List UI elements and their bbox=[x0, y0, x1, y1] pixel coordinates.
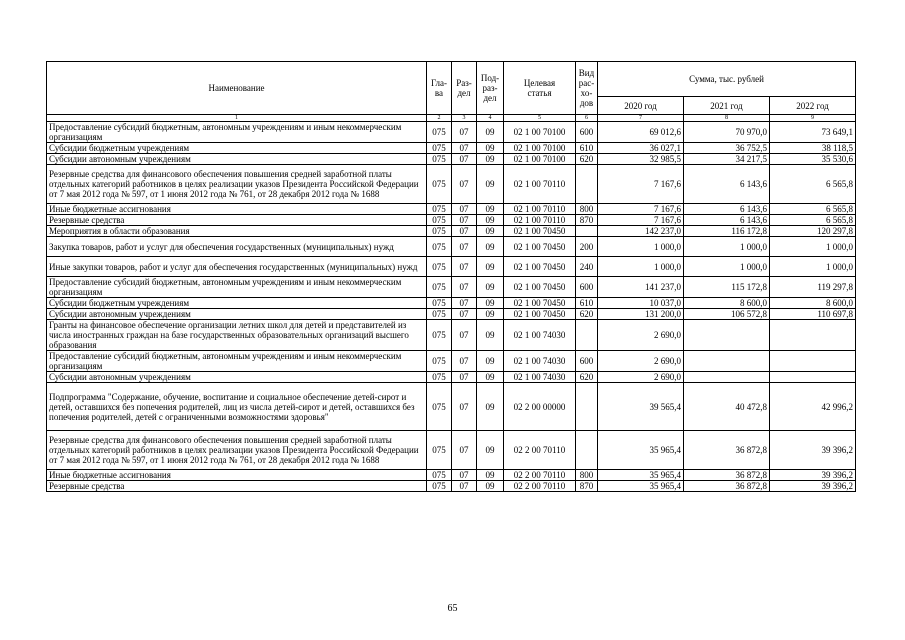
row-name: Иные бюджетные ассигнования bbox=[47, 204, 427, 215]
row-target: 02 1 00 70450 bbox=[504, 226, 576, 237]
column-number: 2 bbox=[427, 115, 452, 122]
table-row bbox=[47, 143, 856, 154]
row-razdel: 07 bbox=[452, 277, 477, 298]
row-glava: 075 bbox=[427, 470, 452, 481]
row-razdel: 07 bbox=[452, 320, 477, 351]
row-value-2021: 36 872,8 bbox=[684, 470, 770, 481]
row-glava: 075 bbox=[427, 122, 452, 143]
header-name: Наименование bbox=[47, 62, 427, 115]
row-value-2022: 119 297,8 bbox=[770, 277, 856, 298]
row-name: Субсидии автономным учреждениям bbox=[47, 372, 427, 383]
table-row bbox=[47, 470, 856, 481]
row-value-2021: 40 472,8 bbox=[684, 383, 770, 431]
row-vid bbox=[576, 226, 598, 237]
row-value-2021: 6 143,6 bbox=[684, 165, 770, 204]
row-vid: 600 bbox=[576, 122, 598, 143]
row-podrazdel: 09 bbox=[477, 320, 504, 351]
row-value-2022: 120 297,8 bbox=[770, 226, 856, 237]
row-name: Предоставление субсидий бюджетным, автономным учреждениям и иным некоммерческим организациям bbox=[47, 122, 427, 143]
row-value-2022: 110 697,8 bbox=[770, 309, 856, 320]
row-name: Гранты на финансовое обеспечение организации летних школ для детей и представителей из числа иностранных граждан на базе государственных образовательных организаций высшего образования bbox=[47, 320, 427, 351]
row-value-2021: 1 000,0 bbox=[684, 237, 770, 257]
row-value-2022 bbox=[770, 320, 856, 351]
row-podrazdel: 09 bbox=[477, 122, 504, 143]
row-podrazdel: 09 bbox=[477, 143, 504, 154]
row-razdel: 07 bbox=[452, 470, 477, 481]
row-value-2022: 39 396,2 bbox=[770, 470, 856, 481]
row-razdel: 07 bbox=[452, 431, 477, 470]
table-row bbox=[47, 431, 856, 470]
row-razdel: 07 bbox=[452, 204, 477, 215]
row-name: Подпрограмма "Содержание, обучение, воспитание и социальное обеспечение детей-сирот и детей, оставшихся без попечения родителей, лиц из числа детей-сирот и детей, оставшихся без попечения родителей, детей с ограниченными возможностями здоровья" bbox=[47, 383, 427, 431]
row-glava: 075 bbox=[427, 143, 452, 154]
row-vid: 800 bbox=[576, 470, 598, 481]
row-podrazdel: 09 bbox=[477, 298, 504, 309]
table-row bbox=[47, 154, 856, 165]
row-glava: 075 bbox=[427, 298, 452, 309]
row-razdel: 07 bbox=[452, 122, 477, 143]
row-target: 02 2 00 70110 bbox=[504, 481, 576, 492]
row-value-2022: 35 530,6 bbox=[770, 154, 856, 165]
row-vid: 610 bbox=[576, 143, 598, 154]
table-row bbox=[47, 298, 856, 309]
header-year-2022: 2022 год bbox=[770, 97, 856, 115]
row-value-2020: 35 965,4 bbox=[598, 470, 684, 481]
header-vid: Вид рас- хо- дов bbox=[576, 62, 598, 115]
row-target: 02 1 00 70100 bbox=[504, 143, 576, 154]
row-value-2022: 39 396,2 bbox=[770, 481, 856, 492]
row-glava: 075 bbox=[427, 204, 452, 215]
row-vid bbox=[576, 383, 598, 431]
row-value-2021: 8 600,0 bbox=[684, 298, 770, 309]
row-value-2020: 1 000,0 bbox=[598, 237, 684, 257]
row-value-2021 bbox=[684, 320, 770, 351]
table-body bbox=[47, 122, 856, 492]
row-podrazdel: 09 bbox=[477, 372, 504, 383]
row-glava: 075 bbox=[427, 226, 452, 237]
row-value-2020: 131 200,0 bbox=[598, 309, 684, 320]
row-glava: 075 bbox=[427, 215, 452, 226]
row-value-2021: 1 000,0 bbox=[684, 257, 770, 277]
row-value-2022: 1 000,0 bbox=[770, 257, 856, 277]
row-razdel: 07 bbox=[452, 298, 477, 309]
row-value-2021: 70 970,0 bbox=[684, 122, 770, 143]
table-row bbox=[47, 165, 856, 204]
row-value-2020: 1 000,0 bbox=[598, 257, 684, 277]
row-razdel: 07 bbox=[452, 165, 477, 204]
row-value-2021: 6 143,6 bbox=[684, 204, 770, 215]
row-value-2020: 7 167,6 bbox=[598, 204, 684, 215]
row-glava: 075 bbox=[427, 257, 452, 277]
row-razdel: 07 bbox=[452, 309, 477, 320]
row-value-2022 bbox=[770, 372, 856, 383]
row-podrazdel: 09 bbox=[477, 215, 504, 226]
row-value-2020: 142 237,0 bbox=[598, 226, 684, 237]
column-number-row bbox=[47, 115, 856, 122]
column-number: 6 bbox=[576, 115, 598, 122]
table-row bbox=[47, 226, 856, 237]
row-podrazdel: 09 bbox=[477, 257, 504, 277]
row-vid: 240 bbox=[576, 257, 598, 277]
row-value-2022: 39 396,2 bbox=[770, 431, 856, 470]
row-vid: 200 bbox=[576, 237, 598, 257]
row-podrazdel: 09 bbox=[477, 154, 504, 165]
row-vid bbox=[576, 165, 598, 204]
row-podrazdel: 09 bbox=[477, 204, 504, 215]
row-razdel: 07 bbox=[452, 226, 477, 237]
row-podrazdel: 09 bbox=[477, 383, 504, 431]
budget-table bbox=[46, 61, 856, 492]
table-row bbox=[47, 372, 856, 383]
row-razdel: 07 bbox=[452, 372, 477, 383]
row-name: Субсидии бюджетным учреждениям bbox=[47, 298, 427, 309]
row-razdel: 07 bbox=[452, 257, 477, 277]
row-target: 02 1 00 74030 bbox=[504, 320, 576, 351]
row-value-2020: 2 690,0 bbox=[598, 372, 684, 383]
row-value-2020: 7 167,6 bbox=[598, 165, 684, 204]
row-value-2022: 73 649,1 bbox=[770, 122, 856, 143]
row-vid: 870 bbox=[576, 481, 598, 492]
page-number: 65 bbox=[447, 603, 458, 614]
column-number: 1 bbox=[47, 115, 427, 122]
row-vid bbox=[576, 431, 598, 470]
column-number: 7 bbox=[598, 115, 684, 122]
header-glava: Гла- ва bbox=[427, 62, 452, 115]
row-target: 02 1 00 70100 bbox=[504, 122, 576, 143]
row-target: 02 1 00 70450 bbox=[504, 257, 576, 277]
row-value-2020: 35 965,4 bbox=[598, 431, 684, 470]
row-value-2022: 6 565,8 bbox=[770, 204, 856, 215]
row-podrazdel: 09 bbox=[477, 237, 504, 257]
row-name: Предоставление субсидий бюджетным, автономным учреждениям и иным некоммерческим организациям bbox=[47, 351, 427, 372]
row-name: Субсидии бюджетным учреждениям bbox=[47, 143, 427, 154]
row-razdel: 07 bbox=[452, 237, 477, 257]
row-value-2022: 8 600,0 bbox=[770, 298, 856, 309]
row-podrazdel: 09 bbox=[477, 309, 504, 320]
row-name: Предоставление субсидий бюджетным, автономным учреждениям и иным некоммерческим организациям bbox=[47, 277, 427, 298]
row-vid: 600 bbox=[576, 277, 598, 298]
header-razdel: Раз- дел bbox=[452, 62, 477, 115]
row-target: 02 2 00 70110 bbox=[504, 470, 576, 481]
row-glava: 075 bbox=[427, 277, 452, 298]
row-glava: 075 bbox=[427, 481, 452, 492]
row-target: 02 1 00 70110 bbox=[504, 165, 576, 204]
row-value-2022 bbox=[770, 351, 856, 372]
row-value-2020: 35 965,4 bbox=[598, 481, 684, 492]
table-row bbox=[47, 309, 856, 320]
column-number: 5 bbox=[504, 115, 576, 122]
row-vid: 600 bbox=[576, 351, 598, 372]
table-row bbox=[47, 351, 856, 372]
row-glava: 075 bbox=[427, 165, 452, 204]
row-glava: 075 bbox=[427, 351, 452, 372]
row-target: 02 1 00 70110 bbox=[504, 204, 576, 215]
row-value-2021: 36 872,8 bbox=[684, 431, 770, 470]
row-vid: 610 bbox=[576, 298, 598, 309]
row-podrazdel: 09 bbox=[477, 351, 504, 372]
row-glava: 075 bbox=[427, 237, 452, 257]
row-value-2021: 116 172,8 bbox=[684, 226, 770, 237]
row-value-2021: 106 572,8 bbox=[684, 309, 770, 320]
row-podrazdel: 09 bbox=[477, 277, 504, 298]
row-glava: 075 bbox=[427, 372, 452, 383]
row-value-2022: 42 996,2 bbox=[770, 383, 856, 431]
row-glava: 075 bbox=[427, 154, 452, 165]
table-row bbox=[47, 320, 856, 351]
row-name: Мероприятия в области образования bbox=[47, 226, 427, 237]
row-target: 02 1 00 70450 bbox=[504, 298, 576, 309]
row-podrazdel: 09 bbox=[477, 165, 504, 204]
row-target: 02 1 00 70450 bbox=[504, 277, 576, 298]
row-value-2020: 32 985,5 bbox=[598, 154, 684, 165]
row-razdel: 07 bbox=[452, 154, 477, 165]
row-target: 02 1 00 74030 bbox=[504, 351, 576, 372]
row-value-2022: 38 118,5 bbox=[770, 143, 856, 154]
row-value-2020: 2 690,0 bbox=[598, 351, 684, 372]
header-year-2020: 2020 год bbox=[598, 97, 684, 115]
row-vid: 620 bbox=[576, 154, 598, 165]
row-value-2020: 36 027,1 bbox=[598, 143, 684, 154]
row-value-2022: 1 000,0 bbox=[770, 237, 856, 257]
row-vid: 620 bbox=[576, 309, 598, 320]
row-target: 02 2 00 00000 bbox=[504, 383, 576, 431]
row-target: 02 1 00 70100 bbox=[504, 154, 576, 165]
row-razdel: 07 bbox=[452, 215, 477, 226]
row-name: Субсидии автономным учреждениям bbox=[47, 309, 427, 320]
table-row bbox=[47, 215, 856, 226]
row-name: Субсидии автономным учреждениям bbox=[47, 154, 427, 165]
row-name: Резервные средства для финансового обеспечения повышения средней заработной платы отдельных категорий работников в целях реализации указов Президента Российской Федерации от 7 мая 2012 года № 597, от 1 июня 2012 года № 761, от 28 декабря 2012 года № 1688 bbox=[47, 165, 427, 204]
row-razdel: 07 bbox=[452, 481, 477, 492]
row-razdel: 07 bbox=[452, 383, 477, 431]
row-value-2020: 2 690,0 bbox=[598, 320, 684, 351]
header-sum: Сумма, тыс. рублей bbox=[598, 62, 856, 97]
row-value-2021: 6 143,6 bbox=[684, 215, 770, 226]
row-glava: 075 bbox=[427, 320, 452, 351]
row-value-2020: 141 237,0 bbox=[598, 277, 684, 298]
column-number: 3 bbox=[452, 115, 477, 122]
table-row bbox=[47, 277, 856, 298]
row-vid: 800 bbox=[576, 204, 598, 215]
table-row bbox=[47, 204, 856, 215]
row-target: 02 1 00 70450 bbox=[504, 309, 576, 320]
row-vid bbox=[576, 320, 598, 351]
row-name: Иные бюджетные ассигнования bbox=[47, 470, 427, 481]
row-value-2020: 10 037,0 bbox=[598, 298, 684, 309]
row-name: Закупка товаров, работ и услуг для обеспечения государственных (муниципальных) нужд bbox=[47, 237, 427, 257]
table-row bbox=[47, 237, 856, 257]
row-value-2021 bbox=[684, 372, 770, 383]
row-vid: 870 bbox=[576, 215, 598, 226]
column-number: 4 bbox=[477, 115, 504, 122]
row-target: 02 2 00 70110 bbox=[504, 431, 576, 470]
row-podrazdel: 09 bbox=[477, 226, 504, 237]
row-vid: 620 bbox=[576, 372, 598, 383]
row-value-2021: 36 872,8 bbox=[684, 481, 770, 492]
row-glava: 075 bbox=[427, 383, 452, 431]
row-glava: 075 bbox=[427, 309, 452, 320]
row-value-2020: 39 565,4 bbox=[598, 383, 684, 431]
row-value-2021: 34 217,5 bbox=[684, 154, 770, 165]
row-target: 02 1 00 70450 bbox=[504, 237, 576, 257]
table-row bbox=[47, 481, 856, 492]
row-target: 02 1 00 70110 bbox=[504, 215, 576, 226]
column-number: 8 bbox=[684, 115, 770, 122]
header-target: Целевая статья bbox=[504, 62, 576, 115]
row-name: Иные закупки товаров, работ и услуг для обеспечения государственных (муниципальных) нужд bbox=[47, 257, 427, 277]
row-value-2021 bbox=[684, 351, 770, 372]
header-year-2021: 2021 год bbox=[684, 97, 770, 115]
row-value-2021: 115 172,8 bbox=[684, 277, 770, 298]
row-podrazdel: 09 bbox=[477, 481, 504, 492]
row-podrazdel: 09 bbox=[477, 470, 504, 481]
row-name: Резервные средства bbox=[47, 481, 427, 492]
row-target: 02 1 00 74030 bbox=[504, 372, 576, 383]
row-value-2022: 6 565,8 bbox=[770, 215, 856, 226]
row-value-2021: 36 752,5 bbox=[684, 143, 770, 154]
row-name: Резервные средства bbox=[47, 215, 427, 226]
row-razdel: 07 bbox=[452, 143, 477, 154]
row-value-2020: 69 012,6 bbox=[598, 122, 684, 143]
table-row bbox=[47, 257, 856, 277]
row-value-2020: 7 167,6 bbox=[598, 215, 684, 226]
row-razdel: 07 bbox=[452, 351, 477, 372]
row-value-2022: 6 565,8 bbox=[770, 165, 856, 204]
header-podrazdel: Под- раз- дел bbox=[477, 62, 504, 115]
column-number: 9 bbox=[770, 115, 856, 122]
table-row bbox=[47, 383, 856, 431]
row-name: Резервные средства для финансового обеспечения повышения средней заработной платы отдельных категорий работников в целях реализации указов Президента Российской Федерации от 7 мая 2012 года № 597, от 1 июня 2012 года № 761, от 28 декабря 2012 года № 1688 bbox=[47, 431, 427, 470]
row-glava: 075 bbox=[427, 431, 452, 470]
row-podrazdel: 09 bbox=[477, 431, 504, 470]
table-row bbox=[47, 122, 856, 143]
